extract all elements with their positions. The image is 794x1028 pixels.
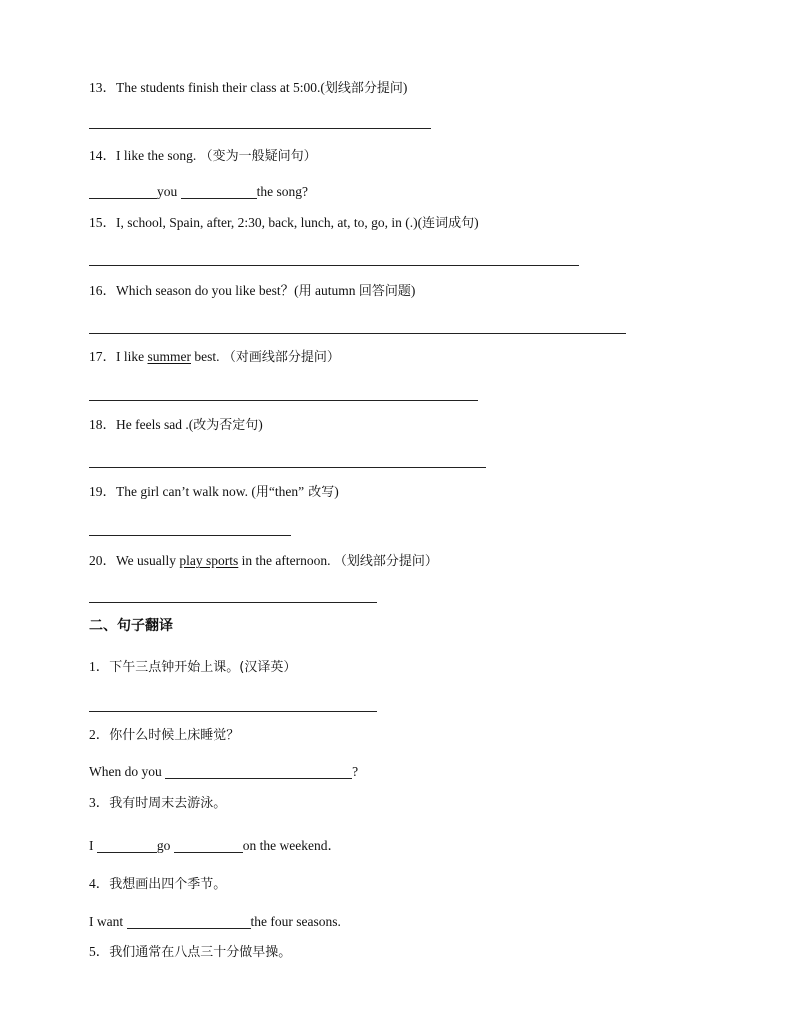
answer-t2: When do you ?: [89, 764, 359, 779]
section-heading: 二、句子翻译: [89, 618, 173, 634]
question-number: 13．: [89, 80, 116, 95]
question-18: 18．He feels sad .(改为否定句): [89, 417, 263, 433]
item-number: 5．: [89, 944, 110, 959]
blank-2[interactable]: [174, 838, 243, 853]
question-14: [89, 147, 317, 166]
answer-t3: I go on the weekend．: [89, 838, 341, 853]
question-number: 15．: [89, 215, 116, 230]
answer-line-t1[interactable]: [89, 711, 377, 712]
translation-5: [89, 943, 291, 962]
instruction: （变为一般疑问句）: [199, 149, 317, 164]
item-number: 2．: [89, 727, 110, 742]
chinese-sentence: 你什么时候上床睡觉？: [109, 728, 240, 743]
translation-1: [89, 658, 296, 677]
item-number: 1．: [89, 659, 110, 674]
answer-line-15[interactable]: [89, 265, 579, 266]
question-number: 20．: [89, 553, 116, 568]
instruction: 连词成句: [422, 216, 475, 231]
question-17: 17．I like summer best. （对画线部分提问）: [89, 349, 340, 365]
blank-2[interactable]: [181, 184, 257, 199]
answer-t4: I want the four seasons.: [89, 914, 341, 929]
blank[interactable]: [165, 764, 352, 779]
question-text: I, school, Spain, after, 2:30, back, lunch, at, to, go, in (.)(: [116, 215, 423, 230]
question-16: 16．Which season do you like best？(用 autumn 回答问题): [89, 283, 416, 299]
item-number: 4．: [89, 876, 110, 891]
instruction: 划线部分提问: [324, 81, 403, 96]
answer-line-13[interactable]: [89, 128, 431, 129]
instruction: （划线部分提问）: [333, 554, 438, 569]
answer-line-19[interactable]: [89, 535, 291, 536]
question-number: 18．: [89, 417, 116, 432]
question-number: 19．: [89, 484, 116, 499]
answer-line-16[interactable]: [89, 333, 626, 334]
chinese-sentence: 下午三点钟开始上课。(汉译英）: [109, 660, 297, 675]
answer-14: you the song?: [89, 183, 308, 201]
answer-line-18[interactable]: [89, 467, 486, 468]
translation-4: [89, 875, 226, 894]
question-number: 17．: [89, 349, 116, 364]
underlined-phrase: summer: [147, 349, 191, 364]
answer-line-20[interactable]: [89, 602, 377, 603]
question-text: Which season do you like best？(: [116, 283, 299, 298]
translation-3: [89, 794, 226, 813]
question-text: He feels sad .(: [116, 417, 194, 432]
instruction: 改为否定句: [193, 418, 259, 433]
instruction: （对画线部分提问）: [222, 350, 340, 365]
chinese-sentence: 我有时周末去游泳。: [109, 796, 227, 811]
answer-line-17[interactable]: [89, 400, 478, 401]
question-number: 14．: [89, 148, 116, 163]
item-number: 3．: [89, 795, 110, 810]
blank-1[interactable]: [89, 184, 157, 199]
question-text: I like the song.: [116, 148, 200, 163]
translation-2: [89, 726, 239, 745]
question-13: 13．The students finish their class at 5:00.(划线部分提问): [89, 80, 408, 96]
question-number: 16．: [89, 283, 116, 298]
blank-1[interactable]: [97, 838, 157, 853]
question-19: 19．The girl can’t walk now. (用“then” 改写): [89, 484, 339, 500]
blank[interactable]: [127, 914, 251, 929]
chinese-sentence: 我们通常在八点三十分做早操。: [109, 945, 292, 960]
question-text: The girl can’t walk now. (: [116, 484, 256, 499]
underlined-phrase: play sports: [179, 553, 239, 568]
question-20: 20．We usually play sports in the afternoon. （划线部分提问）: [89, 553, 438, 569]
question-15: 15．I, school, Spain, after, 2:30, back, lunch, at, to, go, in (.)(连词成句): [89, 215, 479, 231]
chinese-sentence: 我想画出四个季节。: [109, 877, 227, 892]
question-text: The students finish their class at 5:00.(: [116, 80, 325, 95]
